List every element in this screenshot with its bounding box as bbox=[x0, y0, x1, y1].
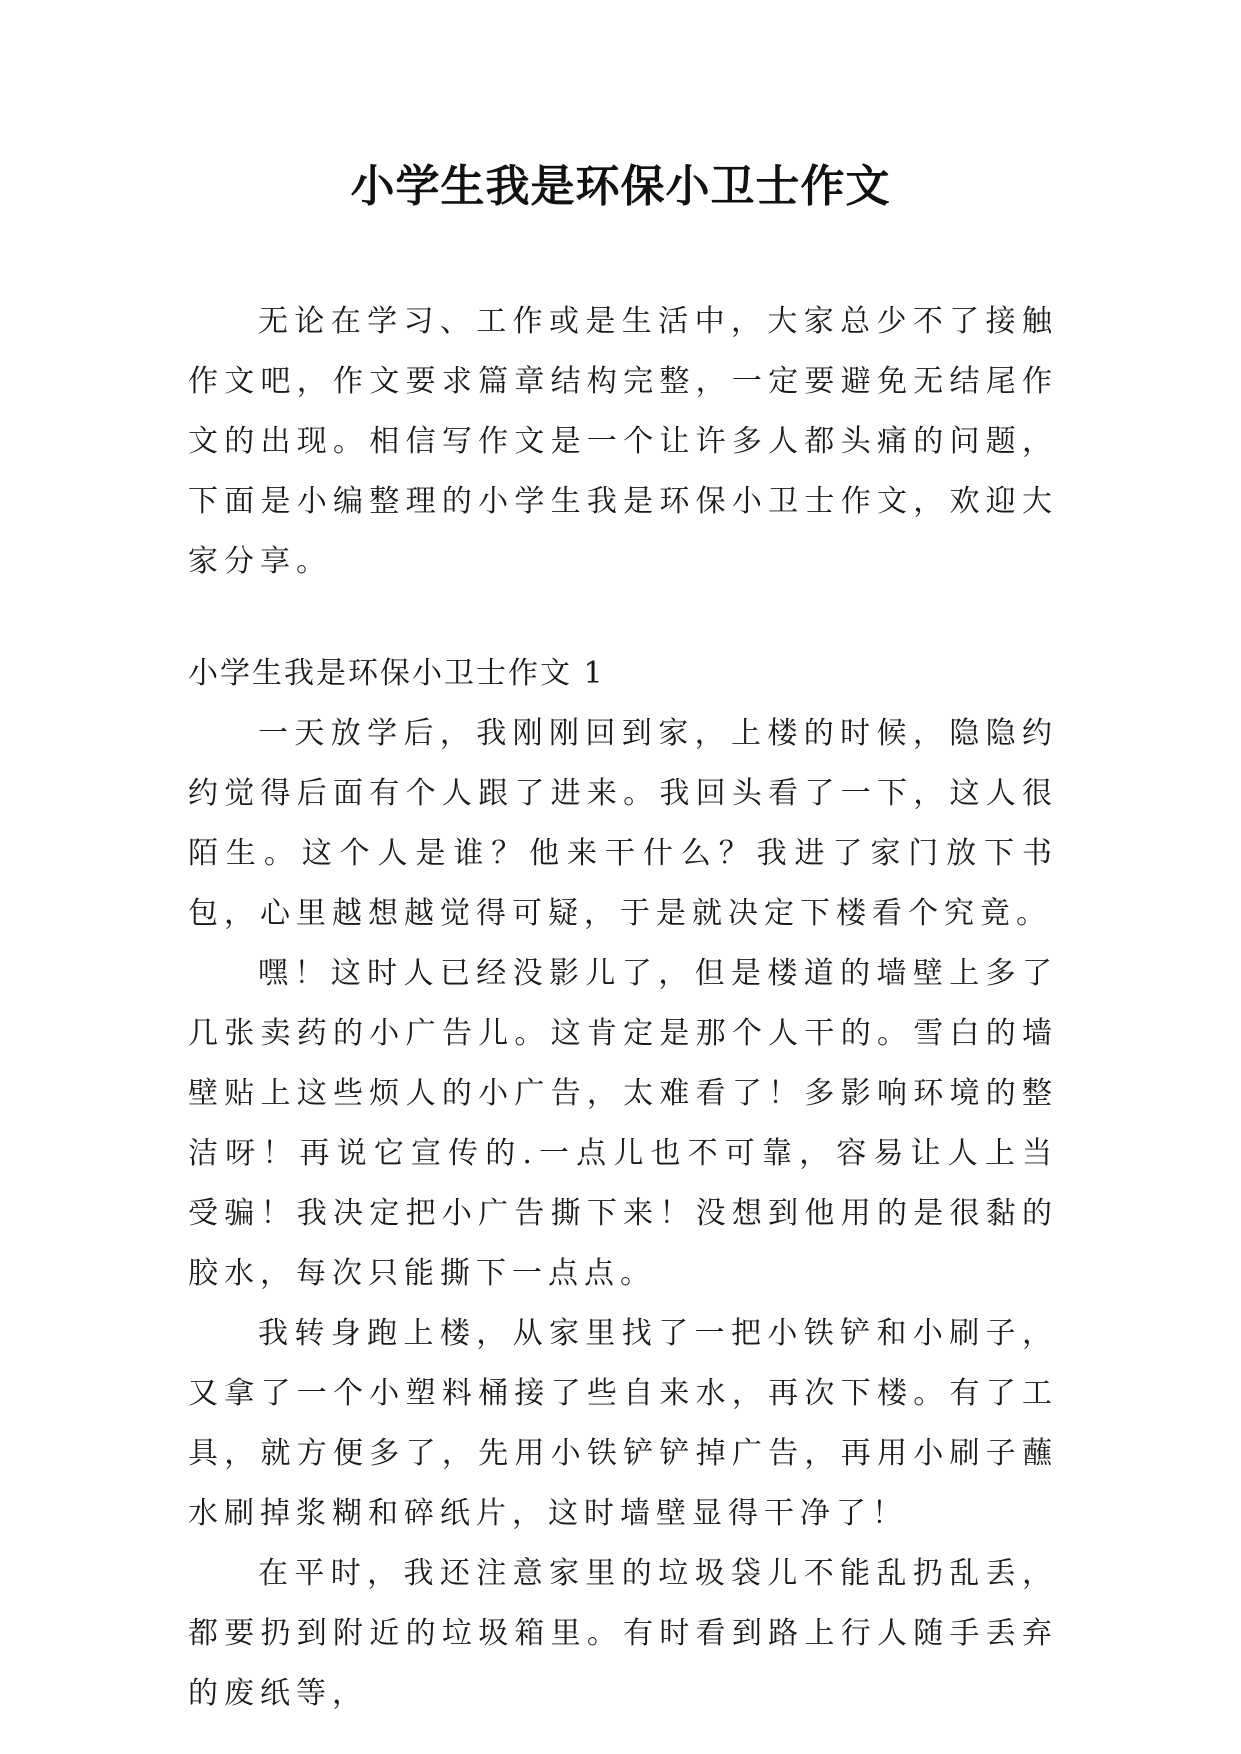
document-title: 小学生我是环保小卫士作文 bbox=[350, 161, 891, 212]
document-body bbox=[188, 292, 1058, 1724]
section-heading: 小学生我是环保小卫士作文 1 bbox=[188, 656, 605, 691]
body-paragraph-1: 一天放学后，我刚刚回到家，上楼的时候，隐隐约约觉得后面有个人跟了进来。我回头看了一下，这人很陌生。这个人是谁？他来干什么？我进了家门放下书包，心里越想越觉得可疑，于是就决定下楼看个究竟。 bbox=[188, 716, 1058, 931]
body-paragraph-3: 我转身跑上楼，从家里找了一把小铁铲和小刷子，又拿了一个小塑料桶接了些自来水，再次下楼。有了工具，就方便多了，先用小铁铲铲掉广告，再用小刷子蘸水刷掉浆糊和碎纸片，这时墙壁显得干净了！ bbox=[188, 1316, 1058, 1531]
intro-paragraph: 无论在学习、工作或是生活中，大家总少不了接触作文吧，作文要求篇章结构完整，一定要避免无结尾作文的出现。相信写作文是一个让许多人都头痛的问题，下面是小编整理的小学生我是环保小卫士作文，欢迎大家分享。 bbox=[188, 304, 1058, 579]
body-paragraph-4: 在平时，我还注意家里的垃圾袋儿不能乱扔乱丢，都要扔到附近的垃圾箱里。有时看到路上行人随手丢弃的废纸等， bbox=[188, 1556, 1058, 1711]
body-paragraph-2: 嘿！这时人已经没影儿了，但是楼道的墙壁上多了几张卖药的小广告儿。这肯定是那个人干的。雪白的墙壁贴上这些烦人的小广告，太难看了！多影响环境的整洁呀！再说它宣传的.一点儿也不可靠，容易让人上当受骗！我决定把小广告撕下来！没想到他用的是很黏的胶水，每次只能撕下一点点。 bbox=[188, 956, 1058, 1291]
